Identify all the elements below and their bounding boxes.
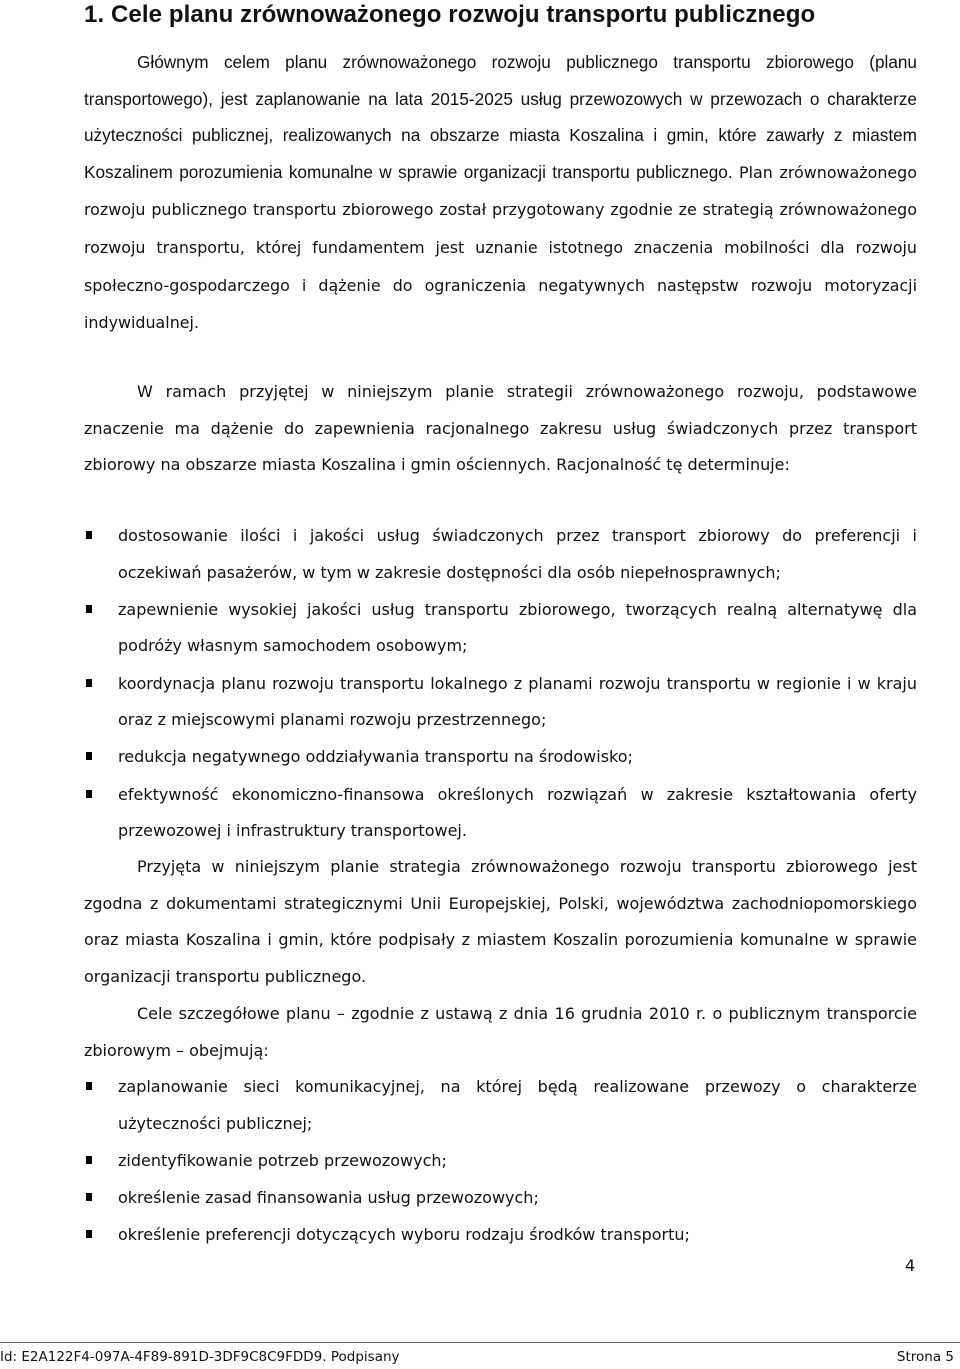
square-bullet-icon	[86, 1082, 92, 1090]
list-item	[84, 666, 917, 739]
list-item-text: redukcja negatywnego oddziaływania transportu na środowisko;	[118, 747, 633, 767]
list-item	[84, 592, 917, 665]
footer-document-id: Id: E2A122F4-097A-4F89-891D-3DF9C8C9FDD9. Podpisany	[0, 1349, 400, 1365]
section-heading: 1. Cele planu zrównoważonego rozwoju transportu publicznego	[84, 1, 816, 28]
list-item	[84, 1143, 917, 1180]
square-bullet-icon	[86, 790, 92, 798]
square-bullet-icon	[86, 752, 92, 760]
list-item-text: zaplanowanie sieci komunikacyjnej, na której będą realizowane przewozy o charakterze użyteczności publicznej;	[118, 1077, 917, 1133]
paragraph-intro	[84, 44, 917, 342]
list-item-text: dostosowanie ilości i jakości usług świadczonych przez transport zbiorowy do preferencji i oczekiwań pasażerów, w tym w zakresie dostępności dla osób niepełnosprawnych;	[118, 526, 917, 582]
square-bullet-icon	[86, 1156, 92, 1164]
square-bullet-icon	[86, 1230, 92, 1238]
list-item	[84, 739, 917, 776]
paragraph-intro-part-b: Plan zrównoważonego rozwoju publicznego transportu zbiorowego został przygotowany zgodnie ze strategią zrównoważonego rozwoju transportu, której fundamentem jest uznanie istotnego znaczenia mobilności dla rozwoju społeczno-gospodarczego i dążenie do ograniczenia negatywnych następstw rozwoju motoryzacji indywidualnej.	[84, 162, 917, 333]
list-item-text: zidentyfikowanie potrzeb przewozowych;	[118, 1150, 447, 1170]
paragraph-strategy: W ramach przyjętej w niniejszym planie strategii zrównoważonego rozwoju, podstawowe znaczenie ma dążenie do zapewnienia racjonalnego zakresu usług świadczonych przez transport zbiorowy na obszarze miasta Koszalina i gmin ościennych. Racjonalność tę determinuje:	[84, 382, 917, 475]
bullet-list-goals	[84, 1069, 917, 1254]
list-item	[84, 1217, 917, 1254]
list-item	[84, 1180, 917, 1217]
list-item-text: określenie zasad finansowania usług przewozowych;	[118, 1187, 539, 1207]
list-item-text: efektywność ekonomiczno-finansowa określonych rozwiązań w zakresie kształtowania oferty przewozowej i infrastruktury transportowej.	[118, 784, 917, 841]
list-item-text: określenie preferencji dotyczących wyboru rodzaju środków transportu;	[118, 1225, 690, 1245]
square-bullet-icon	[86, 1193, 92, 1201]
footer-page-label: Strona 5	[896, 1349, 954, 1365]
paragraph-detailed-goals: Cele szczegółowe planu – zgodnie z ustawą z dnia 16 grudnia 2010 r. o publicznym transporcie zbiorowym – obejmują:	[84, 1004, 917, 1060]
square-bullet-icon	[86, 605, 92, 613]
square-bullet-icon	[86, 531, 92, 539]
list-item-text: koordynacja planu rozwoju transportu lokalnego z planami rozwoju transportu w regionie i w kraju oraz z miejscowymi planami rozwoju przestrzennego;	[118, 673, 917, 730]
page-number: 4	[905, 1256, 916, 1275]
bullet-list-rationale	[84, 518, 917, 850]
paragraph-intro-part-a: Głównym celem planu zrównoważonego rozwoju publicznego transportu zbiorowego (planu transportowego), jest zaplanowanie na lata 2015-2025 usług przewozowych w przewozach o charakterze użyteczności publicznej, realizowanych na obszarze miasta Koszalina i gmin, które zawarły z miastem Koszalinem porozumienia komunalne w sprawie organizacji transportu publicznego.	[84, 52, 917, 182]
list-item	[84, 1069, 917, 1142]
list-item	[84, 777, 917, 850]
list-item	[84, 518, 917, 591]
list-item-text: zapewnienie wysokiej jakości usług transportu zbiorowego, tworzących realną alternatywę dla podróży własnym samochodem osobowym;	[118, 599, 917, 656]
footer-divider	[0, 1342, 960, 1343]
square-bullet-icon	[86, 679, 92, 687]
paragraph-compliance: Przyjęta w niniejszym planie strategia zrównoważonego rozwoju transportu zbiorowego jest zgodna z dokumentami strategicznymi Unii Europejskiej, Polski, województwa zachodniopomorskiego oraz miasta Koszalina i gmin, które podpisały z miastem Koszalin porozumienia komunalne w sprawie organizacji transportu publicznego.	[84, 857, 917, 986]
